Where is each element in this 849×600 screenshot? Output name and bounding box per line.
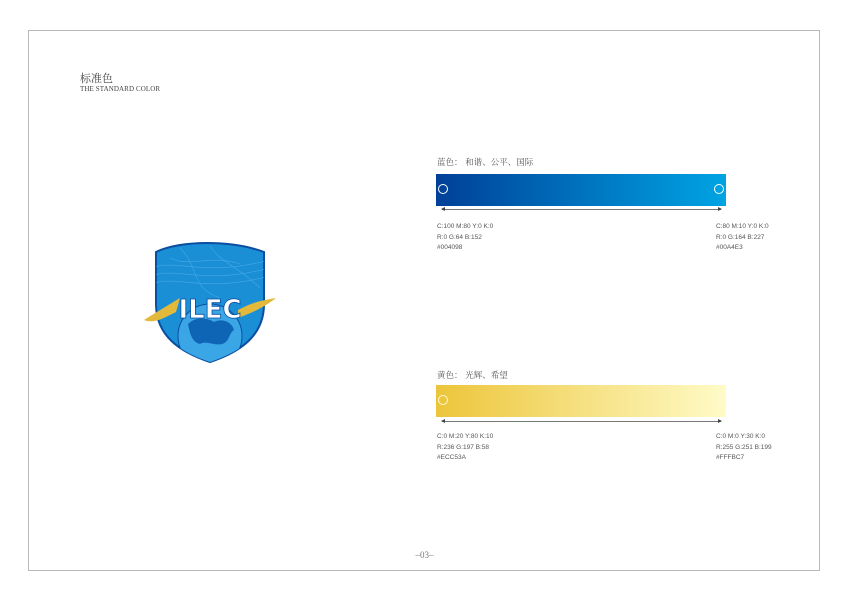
yellow-gradient-bar xyxy=(436,385,726,417)
blue-start-spec xyxy=(437,222,493,254)
yellow-section-label: 黄色： 光辉、希望 xyxy=(437,371,508,381)
blue-dimension-line xyxy=(442,209,721,210)
yellow-dimension-line xyxy=(442,421,721,422)
gradient-end-marker xyxy=(714,395,724,405)
blue-start-rgb: R:0 G:64 B:152 xyxy=(437,233,482,241)
logo-text: ILEC xyxy=(178,295,242,325)
page-number: –03– xyxy=(415,550,434,560)
yellow-end-cmyk: C:0 M:0 Y:30 K:0 xyxy=(716,433,766,440)
gradient-start-marker xyxy=(438,395,448,405)
page-title: 标准色 xyxy=(80,72,113,85)
blue-end-cmyk: C:80 M:10 Y:0 K:0 xyxy=(716,223,769,230)
yellow-end-rgb: R:255 G:251 B:199 xyxy=(716,443,772,451)
yellow-end-hex: #FFFBC7 xyxy=(716,454,745,461)
gradient-end-marker xyxy=(714,184,724,194)
blue-end-rgb: R:0 G:164 B:227 xyxy=(716,233,765,241)
blue-start-cmyk: C:100 M:80 Y:0 K:0 xyxy=(437,223,494,230)
yellow-start-spec xyxy=(437,432,493,464)
page-subtitle: THE STANDARD COLOR xyxy=(80,85,161,93)
ilec-logo xyxy=(140,238,280,368)
yellow-start-cmyk: C:0 M:20 Y:80 K:10 xyxy=(437,433,494,440)
blue-end-hex: #00A4E3 xyxy=(716,244,743,251)
blue-gradient-bar xyxy=(436,174,726,206)
blue-start-hex: #004098 xyxy=(437,244,463,251)
yellow-start-rgb: R:236 G:197 B:58 xyxy=(437,443,490,451)
yellow-end-spec xyxy=(716,432,772,464)
blue-section-label: 蓝色： 和谐、公平、国际 xyxy=(437,158,534,168)
gradient-start-marker xyxy=(438,184,448,194)
blue-end-spec xyxy=(716,222,769,254)
yellow-start-hex: #ECC53A xyxy=(437,454,466,461)
